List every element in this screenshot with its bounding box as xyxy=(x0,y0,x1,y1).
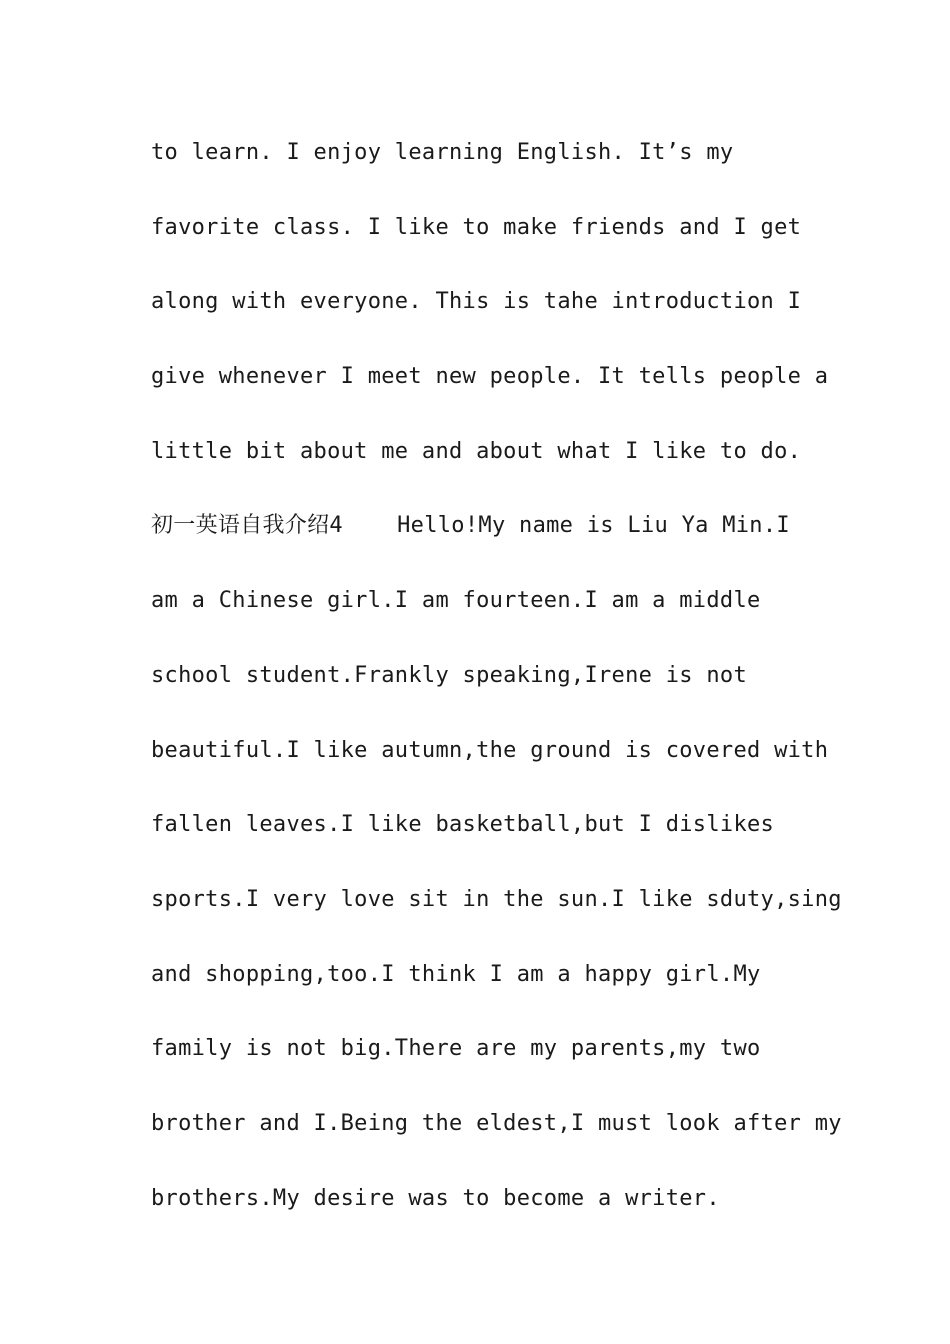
document-body xyxy=(151,116,842,1236)
section-heading-line: 初一英语自我介绍4 Hello!My name is Liu Ya Min.I xyxy=(151,513,790,539)
text-line: brother and I.Being the eldest,I must look after my xyxy=(151,1110,842,1136)
text-line: brothers.My desire was to become a writer. xyxy=(151,1185,720,1211)
text-line: to learn. I enjoy learning English. It’s my xyxy=(151,140,734,165)
text-line: and shopping,too.I think I am a happy girl.My xyxy=(151,961,761,987)
text-line: along with everyone. This is tahe introduction I xyxy=(151,289,802,315)
text-line: beautiful.I like autumn,the ground is covered with xyxy=(151,737,829,763)
text-line: am a Chinese girl.I am fourteen.I am a middle xyxy=(151,588,761,614)
text-line: family is not big.There are my parents,my two xyxy=(151,1036,761,1062)
text-line: sports.I very love sit in the sun.I like sduty,sing xyxy=(151,886,842,912)
text-line: give whenever I meet new people. It tells people a xyxy=(151,364,829,390)
text-line: fallen leaves.I like basketball,but I dislikes xyxy=(151,812,775,838)
text-line: little bit about me and about what I like to do. xyxy=(151,438,802,464)
text-line: favorite class. I like to make friends and I get xyxy=(151,214,802,240)
text-line: school student.Frankly speaking,Irene is not xyxy=(151,662,747,688)
